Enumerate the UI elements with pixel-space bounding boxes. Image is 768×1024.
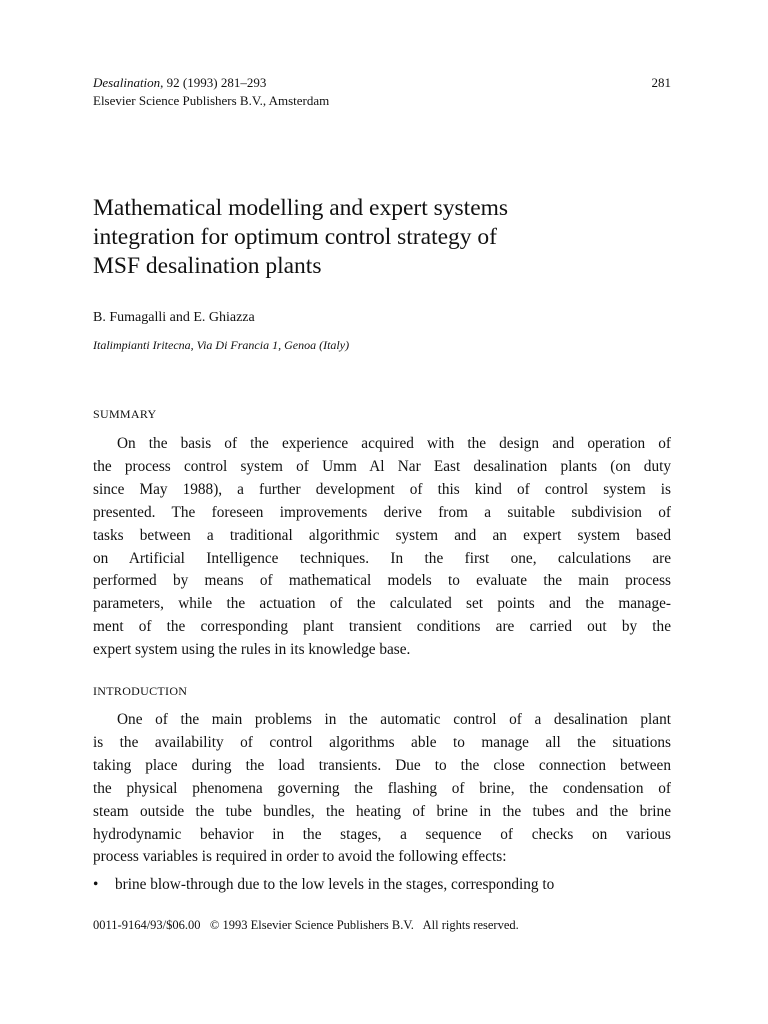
citation-line (93, 74, 671, 92)
text-line: taking place during the load transients. Due to the close connection between (93, 756, 671, 774)
title-line: integration for optimum control strategy of (93, 224, 497, 250)
text-line: One of the main problems in the automatic control of a desalination plant (117, 711, 671, 728)
text-line: the process control system of Umm Al Nar East desalination plants (on duty (93, 457, 671, 475)
publisher-line: Elsevier Science Publishers B.V., Amsterdam (93, 93, 330, 108)
copyright-footer: 0011-9164/93/$06.00 © 1993 Elsevier Science Publishers B.V. All rights reserved. (93, 918, 519, 932)
affiliation: Italimpianti Iritecna, Via Di Francia 1, Genoa (Italy) (93, 338, 350, 352)
text-line: performed by means of mathematical models to evaluate the main process (93, 572, 671, 590)
title-line: MSF desalination plants (93, 253, 322, 279)
text-line: parameters, while the actuation of the calculated set points and the manage- (93, 595, 671, 613)
summary-paragraph (93, 433, 671, 662)
bullet-icon: • (93, 876, 99, 893)
journal-name: Desalination (93, 75, 161, 90)
summary-heading: SUMMARY (93, 407, 157, 421)
bullet-item (93, 874, 671, 896)
volume-pages: , 92 (1993) 281–293 (160, 75, 267, 90)
text-line: the physical phenomena governing the flashing of brine, the condensation of (93, 779, 671, 797)
introduction-heading: INTRODUCTION (93, 684, 188, 698)
text-line: steam outside the tube bundles, the heating of brine in the tubes and the brine (93, 802, 671, 820)
text-line: On the basis of the experience acquired with the design and operation of (117, 435, 671, 452)
text-line: process variables is required in order to avoid the following effects: (93, 848, 507, 866)
text-line: is the availability of control algorithms able to manage all the situations (93, 733, 671, 751)
text-line: presented. The foreseen improvements derive from a suitable subdivision of (93, 503, 671, 521)
text-line: since May 1988), a further development of this kind of control system is (93, 480, 671, 498)
page-number: 281 (651, 75, 671, 90)
introduction-paragraph (93, 709, 671, 869)
text-line: expert system using the rules in its knowledge base. (93, 641, 411, 659)
bullet-text: brine blow-through due to the low levels in the stages, corresponding to (115, 876, 555, 893)
authors: B. Fumagalli and E. Ghiazza (93, 310, 255, 325)
text-line: on Artificial Intelligence techniques. In the first one, calculations are (93, 549, 671, 567)
paper-title (93, 194, 653, 281)
text-line: hydrodynamic behavior in the stages, a sequence of checks on various (93, 825, 671, 843)
text-line: ment of the corresponding plant transient conditions are carried out by the (93, 618, 671, 636)
text-line: tasks between a traditional algorithmic system and an expert system based (93, 526, 671, 544)
title-line: Mathematical modelling and expert systems (93, 195, 509, 221)
journal-header (93, 74, 671, 110)
